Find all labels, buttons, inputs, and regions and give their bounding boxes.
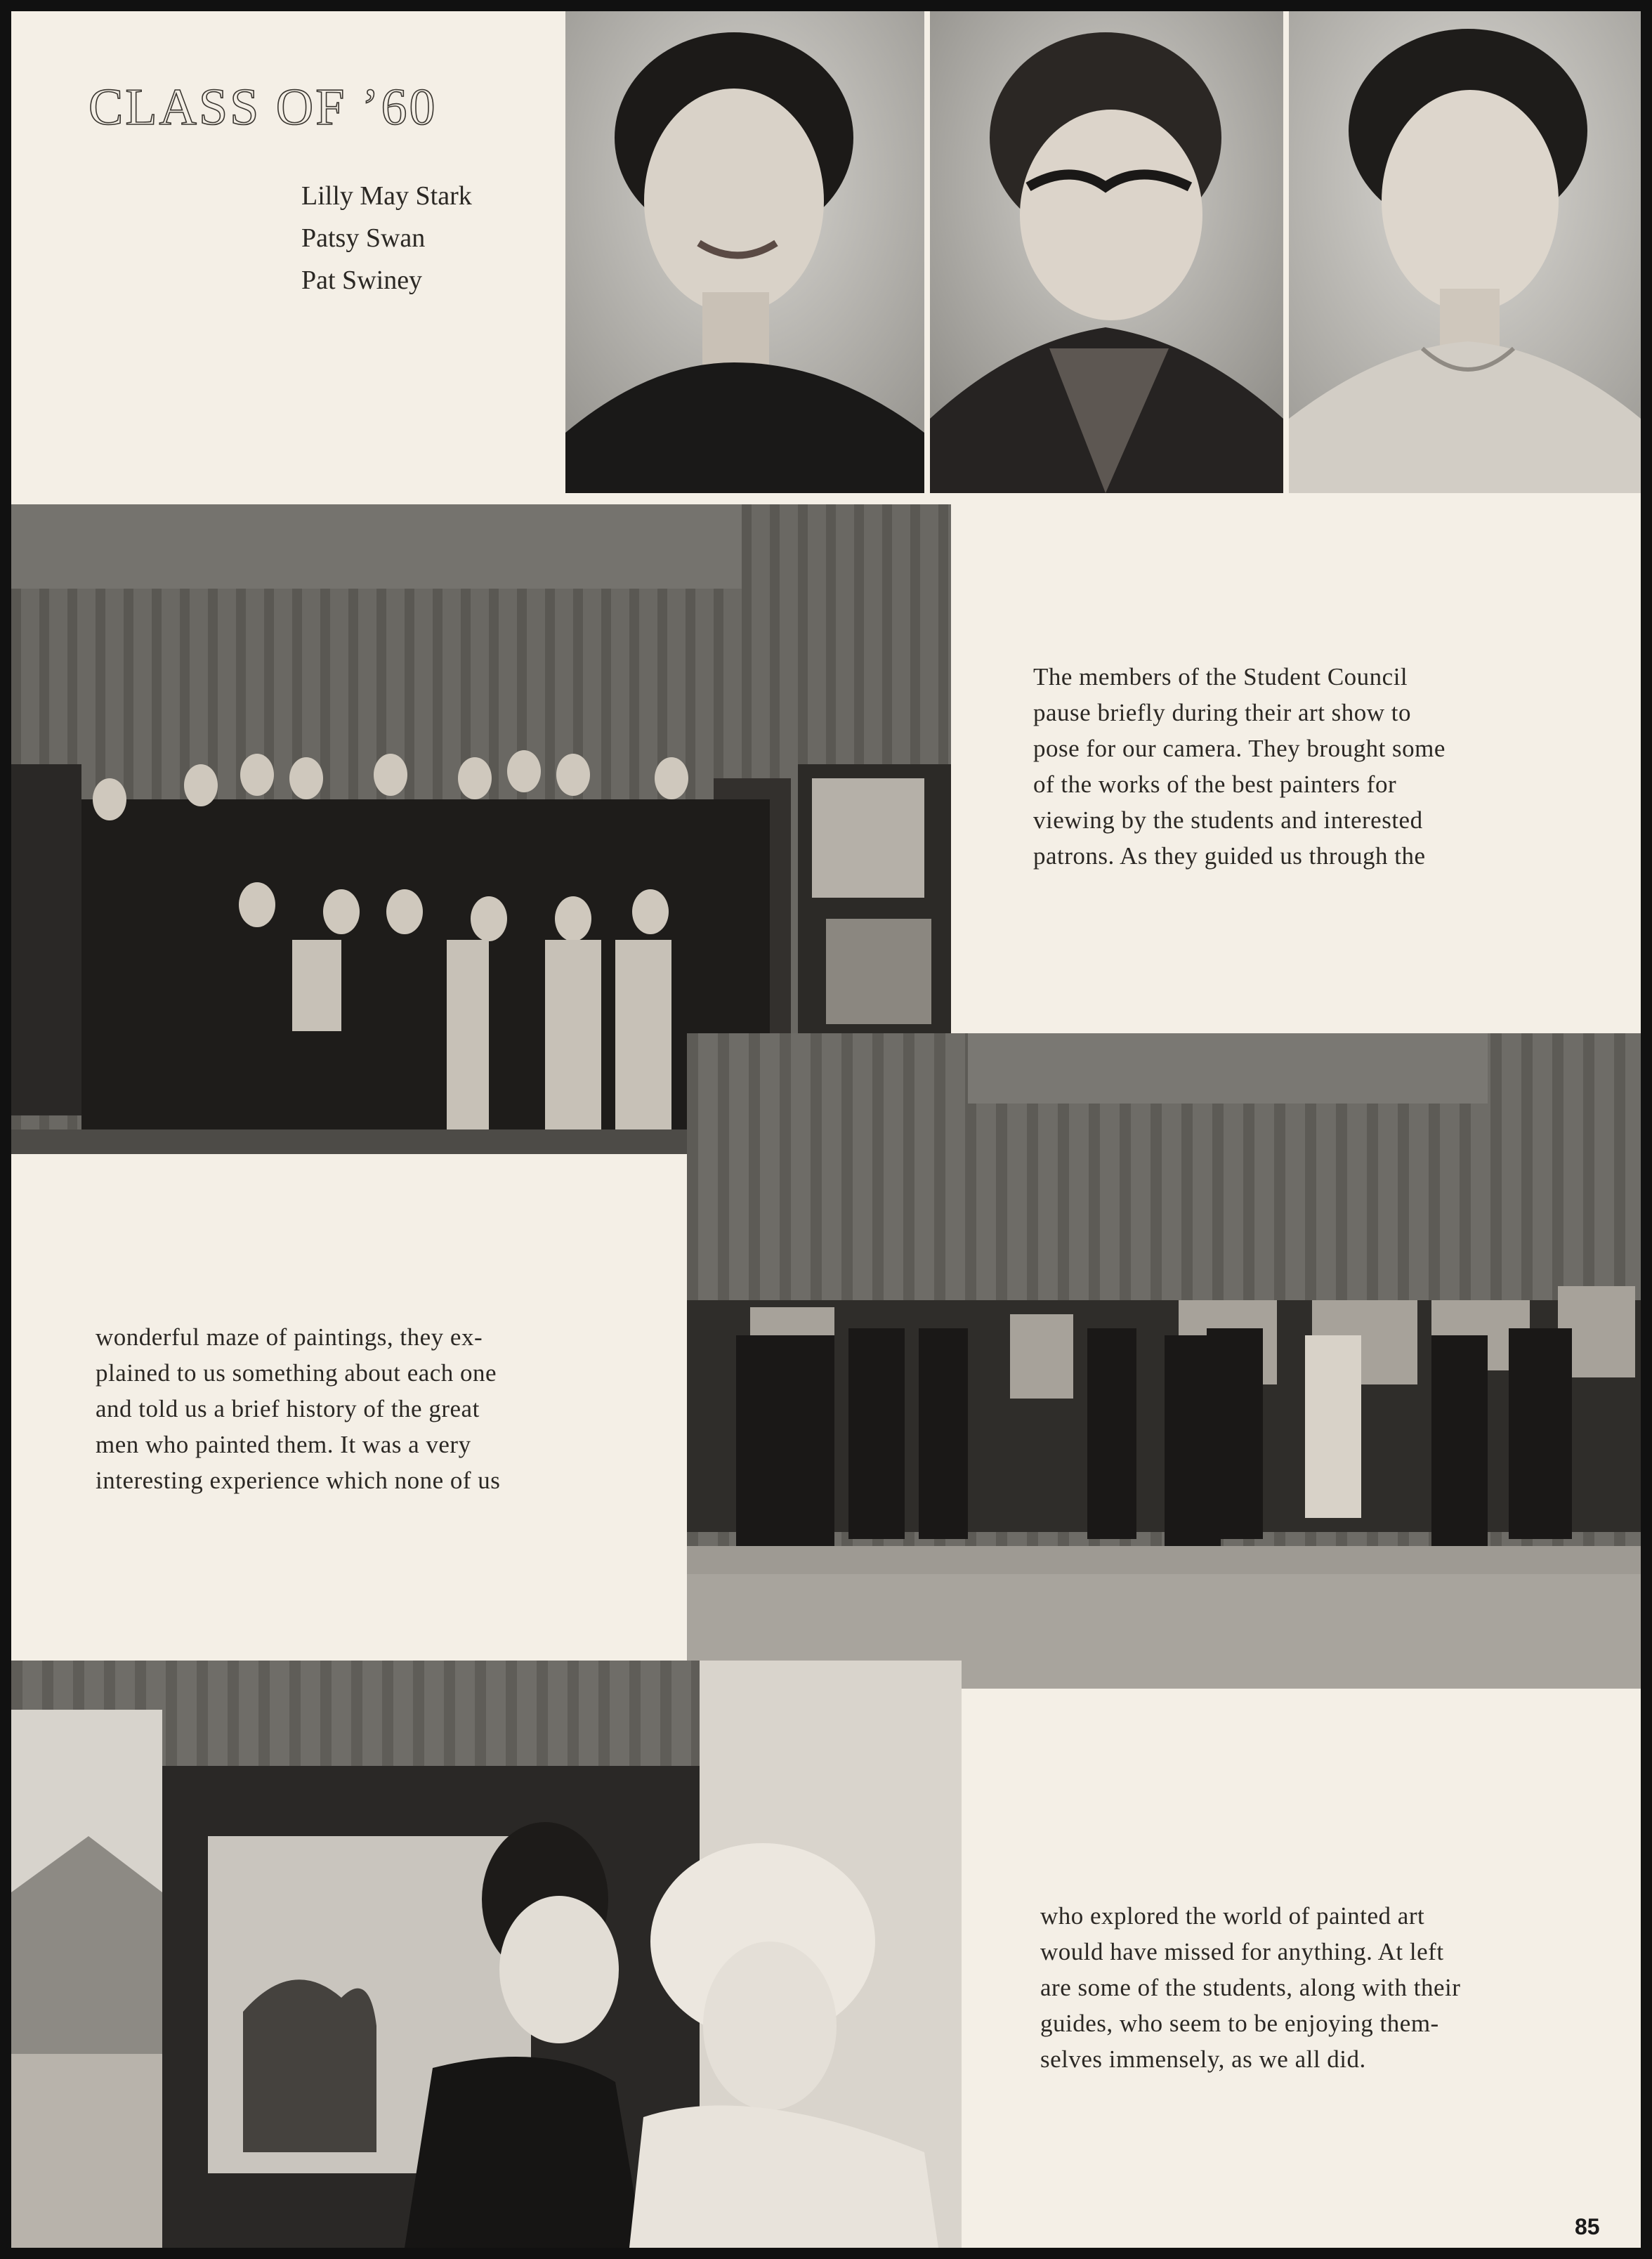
caption-line: and told us a brief history of the great <box>96 1395 480 1422</box>
caption-line: guides, who seem to be enjoying them- <box>1040 2010 1439 2037</box>
students-viewing-painting-photo <box>11 1661 962 2248</box>
caption-line: who explored the world of painted art <box>1040 1902 1425 1930</box>
caption-part-1 <box>1033 659 1556 874</box>
caption-line: pose for our camera. They brought some <box>1033 735 1446 762</box>
caption-line: viewing by the students and interested <box>1033 806 1423 834</box>
caption-line: selves immensely, as we all did. <box>1040 2045 1366 2073</box>
student-names-list <box>301 175 472 301</box>
caption-line: men who painted them. It was a very <box>96 1431 471 1458</box>
caption-part-2 <box>96 1319 615 1498</box>
caption-line: would have missed for anything. At left <box>1040 1938 1444 1965</box>
student-name: Pat Swiney <box>301 266 423 295</box>
caption-line: pause briefly during their art show to <box>1033 699 1412 726</box>
caption-line: interesting experience which none of us <box>96 1467 501 1494</box>
student-name: Patsy Swan <box>301 223 426 253</box>
art-show-photo <box>687 1033 1641 1689</box>
caption-line: are some of the students, along with their <box>1040 1974 1461 2001</box>
portrait-photo-2 <box>930 11 1283 493</box>
caption-line: of the works of the best painters for <box>1033 771 1397 798</box>
portrait-photo-1 <box>565 11 924 493</box>
caption-line: The members of the Student Council <box>1033 663 1408 690</box>
portrait-photo-3 <box>1289 11 1641 493</box>
caption-line: plained to us something about each one <box>96 1359 497 1387</box>
student-name: Lilly May Stark <box>301 181 472 211</box>
caption-line: wonderful maze of paintings, they ex- <box>96 1323 483 1351</box>
caption-part-3 <box>1040 1898 1560 2077</box>
page-number: 85 <box>1575 2214 1600 2239</box>
caption-line: patrons. As they guided us through the <box>1033 842 1426 870</box>
class-heading: CLASS OF ’60 <box>88 79 438 136</box>
yearbook-page <box>11 11 1641 2248</box>
